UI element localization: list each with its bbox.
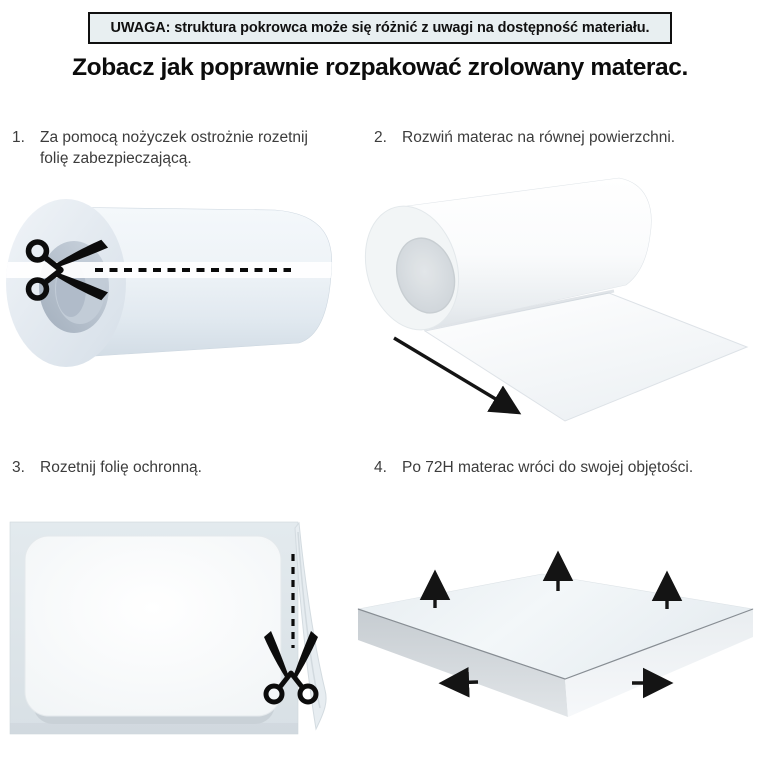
illustration-cut-foil <box>8 512 338 752</box>
step-4-caption <box>374 457 758 478</box>
step-1-label: Za pomocą nożyczek ostrożnie rozetnij folię zabezpieczającą. <box>40 129 308 167</box>
illustration-cut-rolled-mattress <box>5 190 340 375</box>
step-3-label: Rozetnij folię ochronną. <box>40 459 202 476</box>
notice-banner-text: UWAGA: struktura pokrowca może się różnić z uwagi na dostępność materiału. <box>110 20 650 36</box>
step-3-number: 3. <box>12 459 25 476</box>
expand-left-arrow-icon <box>447 682 478 683</box>
rolled-mattress-graphic <box>5 199 340 367</box>
flat-mattress-graphic <box>25 536 281 724</box>
illustration-unroll-mattress <box>362 168 760 436</box>
page-title: Zobacz jak poprawnie rozpakować zrolowany materac. <box>72 54 688 81</box>
step-2-number: 2. <box>374 129 387 146</box>
step-1-caption <box>12 127 334 169</box>
step-3-caption <box>12 457 342 478</box>
step-1-number: 1. <box>12 129 25 146</box>
flat-mattress-3d-graphic <box>358 574 753 717</box>
step-2-label: Rozwiń materac na równej powierzchni. <box>402 129 676 146</box>
step-4-label: Po 72H materac wróci do swojej objętości. <box>402 459 694 476</box>
illustration-expanding-mattress <box>355 530 760 760</box>
notice-banner <box>88 12 672 44</box>
step-2-caption <box>374 127 754 148</box>
step-4-number: 4. <box>374 459 387 476</box>
